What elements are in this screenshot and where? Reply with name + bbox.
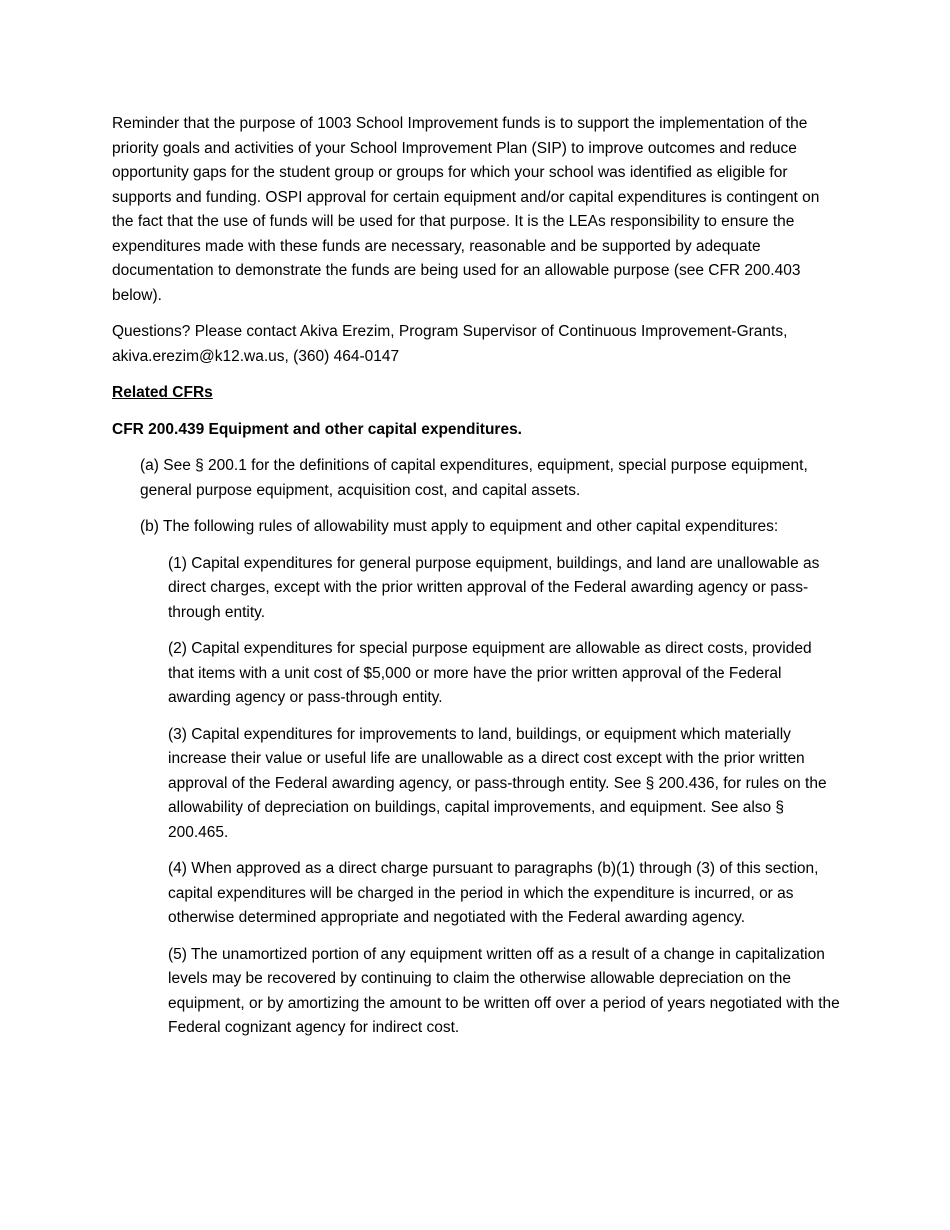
paragraph-b-1: (1) Capital expenditures for general purpose equipment, buildings, and land are unallowable as direct charges, except with the prior written approval of the Federal awarding agency or pass-through entity. bbox=[168, 554, 820, 621]
reminder-paragraph: Reminder that the purpose of 1003 School Improvement funds is to support the implementation of the priority goals and activities of your School Improvement Plan (SIP) to improve outcomes and reduce opportunity gaps for the student group or groups for which your school was identified as eligible for supports and funding. OSPI approval for certain equipment and/or capital expenditures is contingent on the fact that the use of funds will be used for that purpose. It is the LEAs responsibility to ensure the expenditures made with these funds are necessary, reasonable and be supported by adequate documentation to demonstrate the funds are being used for an allowable purpose (see CFR 200.403 below). bbox=[112, 115, 820, 304]
cfr-200-439-heading: CFR 200.439 Equipment and other capital expenditures. bbox=[112, 420, 522, 438]
contact-paragraph: Questions? Please contact Akiva Erezim, Program Supervisor of Continuous Improvement-Grants, akiva.erezim@k12.wa.us, (360) 464-0147 bbox=[112, 323, 788, 365]
paragraph-b: (b) The following rules of allowability must apply to equipment and other capital expenditures: bbox=[140, 518, 779, 535]
paragraph-a: (a) See § 200.1 for the definitions of capital expenditures, equipment, special purpose equipment, general purpose equipment, acquisition cost, and capital assets. bbox=[140, 457, 808, 499]
related-cfrs-heading: Related CFRs bbox=[112, 384, 213, 401]
paragraph-b-4: (4) When approved as a direct charge pursuant to paragraphs (b)(1) through (3) of this section, capital expenditures will be charged in the period in which the expenditure is incurred, or as otherwise determined appropriate and negotiated with the Federal awarding agency. bbox=[168, 860, 819, 926]
paragraph-b-2: (2) Capital expenditures for special purpose equipment are allowable as direct costs, provided that items with a unit cost of $5,000 or more have the prior written approval of the Federal awarding agency or pass-through entity. bbox=[168, 640, 812, 706]
document-page bbox=[112, 112, 840, 1053]
paragraph-b-3: (3) Capital expenditures for improvements to land, buildings, or equipment which materially increase their value or useful life are unallowable as a direct cost except with the prior written approval of the Federal awarding agency, or pass-through entity. See § 200.436, for rules on the allowability of depreciation on buildings, capital improvements, and equipment. See also § 200.465. bbox=[168, 725, 827, 841]
paragraph-b-5: (5) The unamortized portion of any equipment written off as a result of a change in capitalization levels may be recovered by continuing to claim the otherwise allowable depreciation on the equipment, or by amortizing the amount to be written off over a period of years negotiated with the Federal cognizant agency for indirect cost. bbox=[168, 945, 840, 1036]
